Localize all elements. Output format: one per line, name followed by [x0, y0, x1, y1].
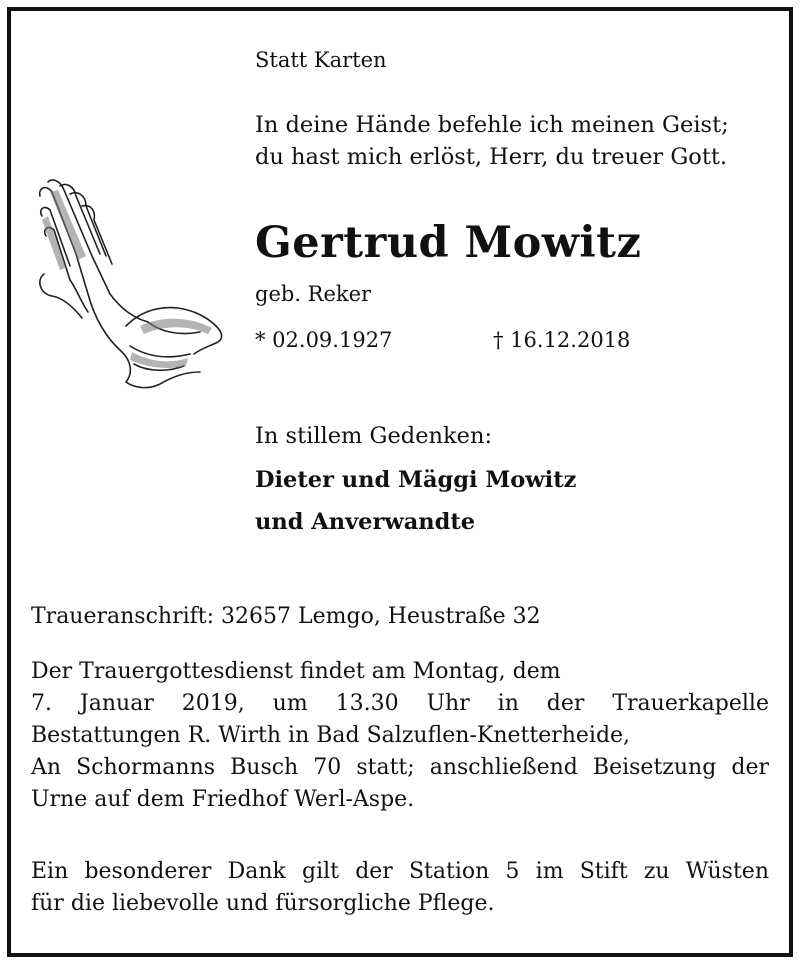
birth-date: * 02.09.1927	[255, 328, 393, 352]
service-line-2: 7. Januar 2019, um 13.30 Uhr in der Trauerkapelle	[31, 691, 769, 716]
service-line-4: An Schormanns Busch 70 statt; anschließend Beisetzung der	[31, 755, 769, 780]
verse-line-1: In deine Hände befehle ich meinen Geist;	[255, 112, 729, 138]
praying-hands-icon	[30, 176, 225, 396]
statt-karten-text: Statt Karten	[255, 48, 387, 72]
verse-line-2: du hast mich erlöst, Herr, du treuer Gott.	[255, 144, 728, 170]
mourners-intro: In stillem Gedenken:	[255, 423, 493, 449]
mourners-line-1: Dieter und Mäggi Mowitz	[255, 467, 577, 493]
birth-name: geb. Reker	[255, 282, 372, 306]
mourners-line-2: und Anverwandte	[255, 509, 476, 535]
service-paragraph	[31, 656, 769, 816]
service-line-5: Urne auf dem Friedhof Werl-Aspe.	[31, 787, 415, 812]
deceased-name: Gertrud Mowitz	[255, 218, 642, 268]
death-date: † 16.12.2018	[493, 328, 631, 352]
thanks-line-2: für die liebevolle und fürsorgliche Pflege.	[31, 891, 495, 916]
service-line-1: Der Trauergottesdienst findet am Montag, dem	[31, 659, 561, 684]
service-line-3: Bestattungen R. Wirth in Bad Salzuflen-Knetterheide,	[31, 723, 631, 748]
thanks-line-1: Ein besonderer Dank gilt der Station 5 im Stift zu Wüsten	[31, 859, 769, 884]
thanks-paragraph	[31, 856, 769, 920]
address-line: Traueranschrift: 32657 Lemgo, Heustraße 32	[31, 604, 541, 629]
